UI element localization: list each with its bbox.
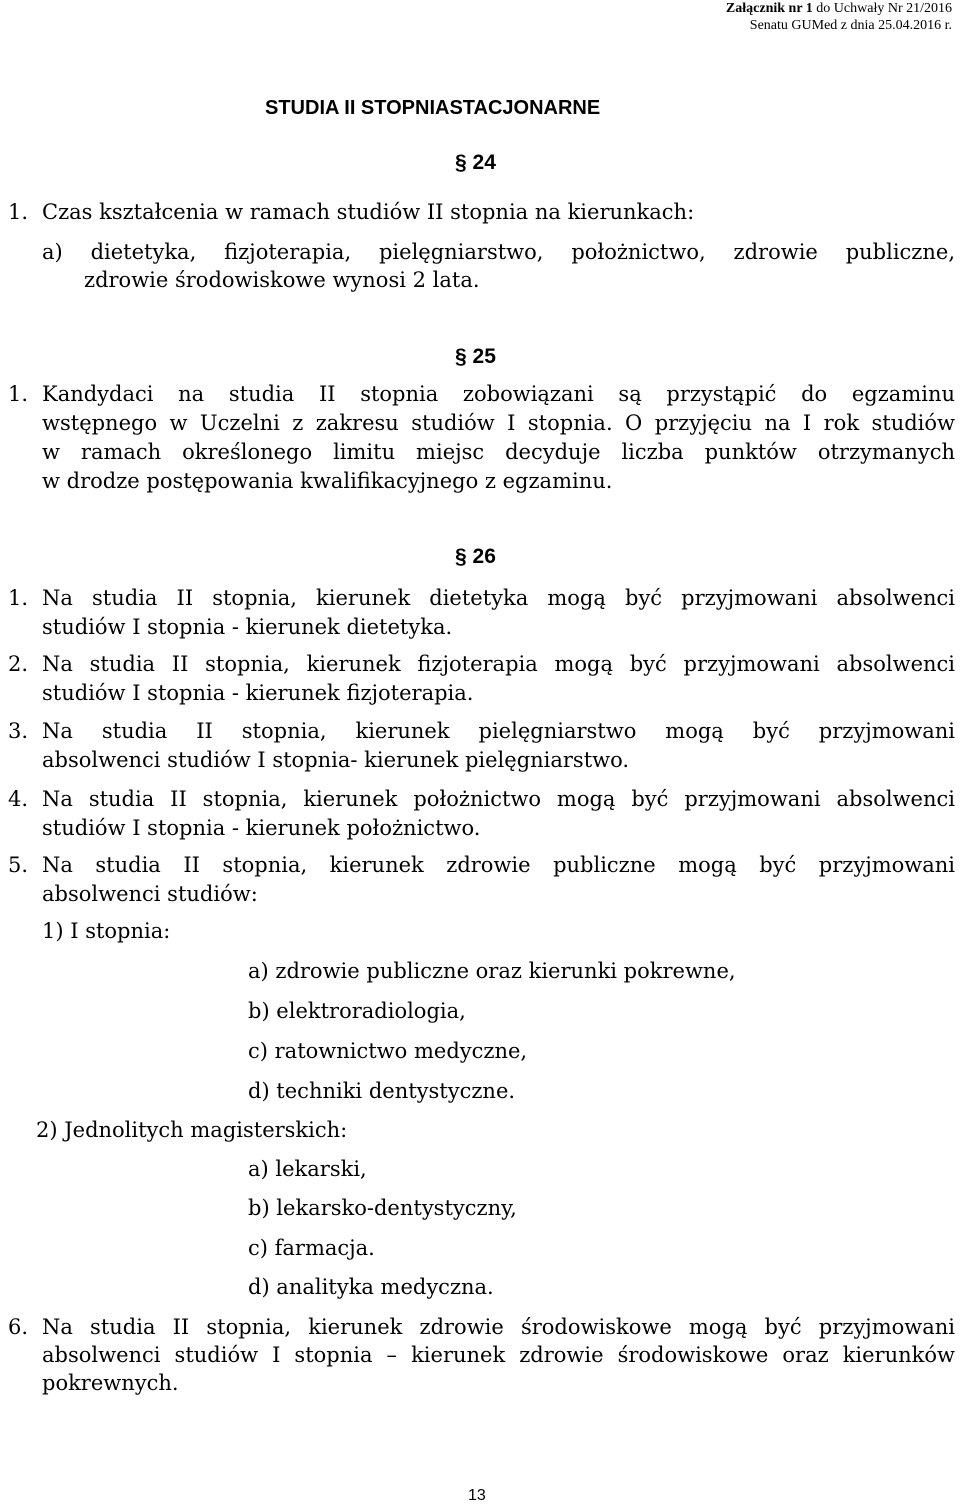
- section-26-item-6-line-3: pokrewnych.: [42, 1371, 179, 1395]
- section-26-mark: § 26: [455, 545, 496, 568]
- section-26-item-4-number: 4.: [8, 787, 29, 811]
- sub-list-1-label: 1) I stopnia:: [42, 919, 171, 943]
- section-25-line-3: w ramach określonego limitu miejsc decyduje liczba punktów otrzymanych: [42, 440, 955, 464]
- section-26-item-3-line-2: absolwenci studiów I stopnia- kierunek pielęgniarstwo.: [42, 748, 630, 772]
- header-line-1: [726, 0, 952, 17]
- attachment-label: Załącznik nr 1: [725, 1, 813, 16]
- section-26-item-5-line-1: Na studia II stopnia, kierunek zdrowie publiczne mogą być przyjmowani: [42, 853, 955, 877]
- sub-list-2-item-c: c) farmacja.: [248, 1236, 375, 1260]
- section-26-item-1-line-1: Na studia II stopnia, kierunek dietetyka mogą być przyjmowani absolwenci: [42, 586, 955, 610]
- section-26-item-2-line-1: Na studia II stopnia, kierunek fizjoterapia mogą być przyjmowani absolwenci: [42, 652, 955, 676]
- section-25-mark: § 25: [455, 345, 496, 368]
- section-25-line-4: w drodze postępowania kwalifikacyjnego z egzaminu.: [42, 469, 613, 493]
- sub-list-1-item-a: a) zdrowie publiczne oraz kierunki pokrewne,: [248, 959, 736, 983]
- section-24-item-1-number: 1.: [8, 200, 29, 224]
- resolution-number: do Uchwały Nr 21/2016: [812, 1, 952, 16]
- section-26-item-3-number: 3.: [8, 719, 29, 743]
- section-26-item-6-line-1: Na studia II stopnia, kierunek zdrowie środowiskowe mogą być przyjmowani: [42, 1315, 955, 1339]
- section-26-item-5-number: 5.: [8, 853, 29, 877]
- section-25-line-1: Kandydaci na studia II stopnia zobowiązani są przystąpić do egzaminu: [42, 382, 955, 406]
- page-title: STUDIA II STOPNIASTACJONARNE: [265, 97, 601, 119]
- section-26-item-6-number: 6.: [8, 1315, 29, 1339]
- section-26-item-1-number: 1.: [8, 586, 29, 610]
- section-25-line-2: wstępnego w Uczelni z zakresu studiów I stopnia. O przyjęciu na I rok studiów: [42, 411, 955, 435]
- section-26-item-6-line-2: absolwenci studiów I stopnia – kierunek zdrowie środowiskowe oraz kierunków: [42, 1343, 955, 1367]
- header-line-2: Senatu GUMed z dnia 25.04.2016 r.: [749, 18, 952, 33]
- section-26-item-2-number: 2.: [8, 652, 29, 676]
- section-24-a-line-2: zdrowie środowiskowe wynosi 2 lata.: [84, 268, 480, 292]
- section-26-item-2-line-2: studiów I stopnia - kierunek fizjoterapia.: [42, 681, 474, 705]
- sub-list-1-item-d: d) techniki dentystyczne.: [248, 1079, 516, 1103]
- section-26-item-1-line-2: studiów I stopnia - kierunek dietetyka.: [42, 615, 453, 639]
- section-24-item-1-text: Czas kształcenia w ramach studiów II stopnia na kierunkach:: [42, 200, 695, 224]
- section-24-a-line-1: a) dietetyka, fizjoterapia, pielęgniarstwo, położnictwo, zdrowie publiczne,: [42, 240, 955, 264]
- sub-list-2-label: 2) Jednolitych magisterskich:: [36, 1118, 348, 1142]
- sub-list-1-item-b: b) elektroradiologia,: [248, 999, 466, 1023]
- section-26-item-5-line-2: absolwenci studiów:: [42, 882, 258, 906]
- section-26-item-4-line-2: studiów I stopnia - kierunek położnictwo.: [42, 816, 481, 840]
- sub-list-2-item-b: b) lekarsko-dentystyczny,: [248, 1196, 517, 1220]
- sub-list-1-item-c: c) ratownictwo medyczne,: [248, 1039, 528, 1063]
- document-header: [726, 0, 952, 34]
- page-number: 13: [468, 1487, 486, 1504]
- section-24-mark: § 24: [455, 151, 496, 174]
- section-26-item-4-line-1: Na studia II stopnia, kierunek położnictwo mogą być przyjmowani absolwenci: [42, 787, 955, 811]
- section-26-item-3-line-1: Na studia II stopnia, kierunek pielęgniarstwo mogą być przyjmowani: [42, 719, 955, 743]
- section-25-number: 1.: [8, 382, 29, 406]
- sub-list-2-item-a: a) lekarski,: [248, 1157, 367, 1181]
- sub-list-2-item-d: d) analityka medyczna.: [248, 1275, 494, 1299]
